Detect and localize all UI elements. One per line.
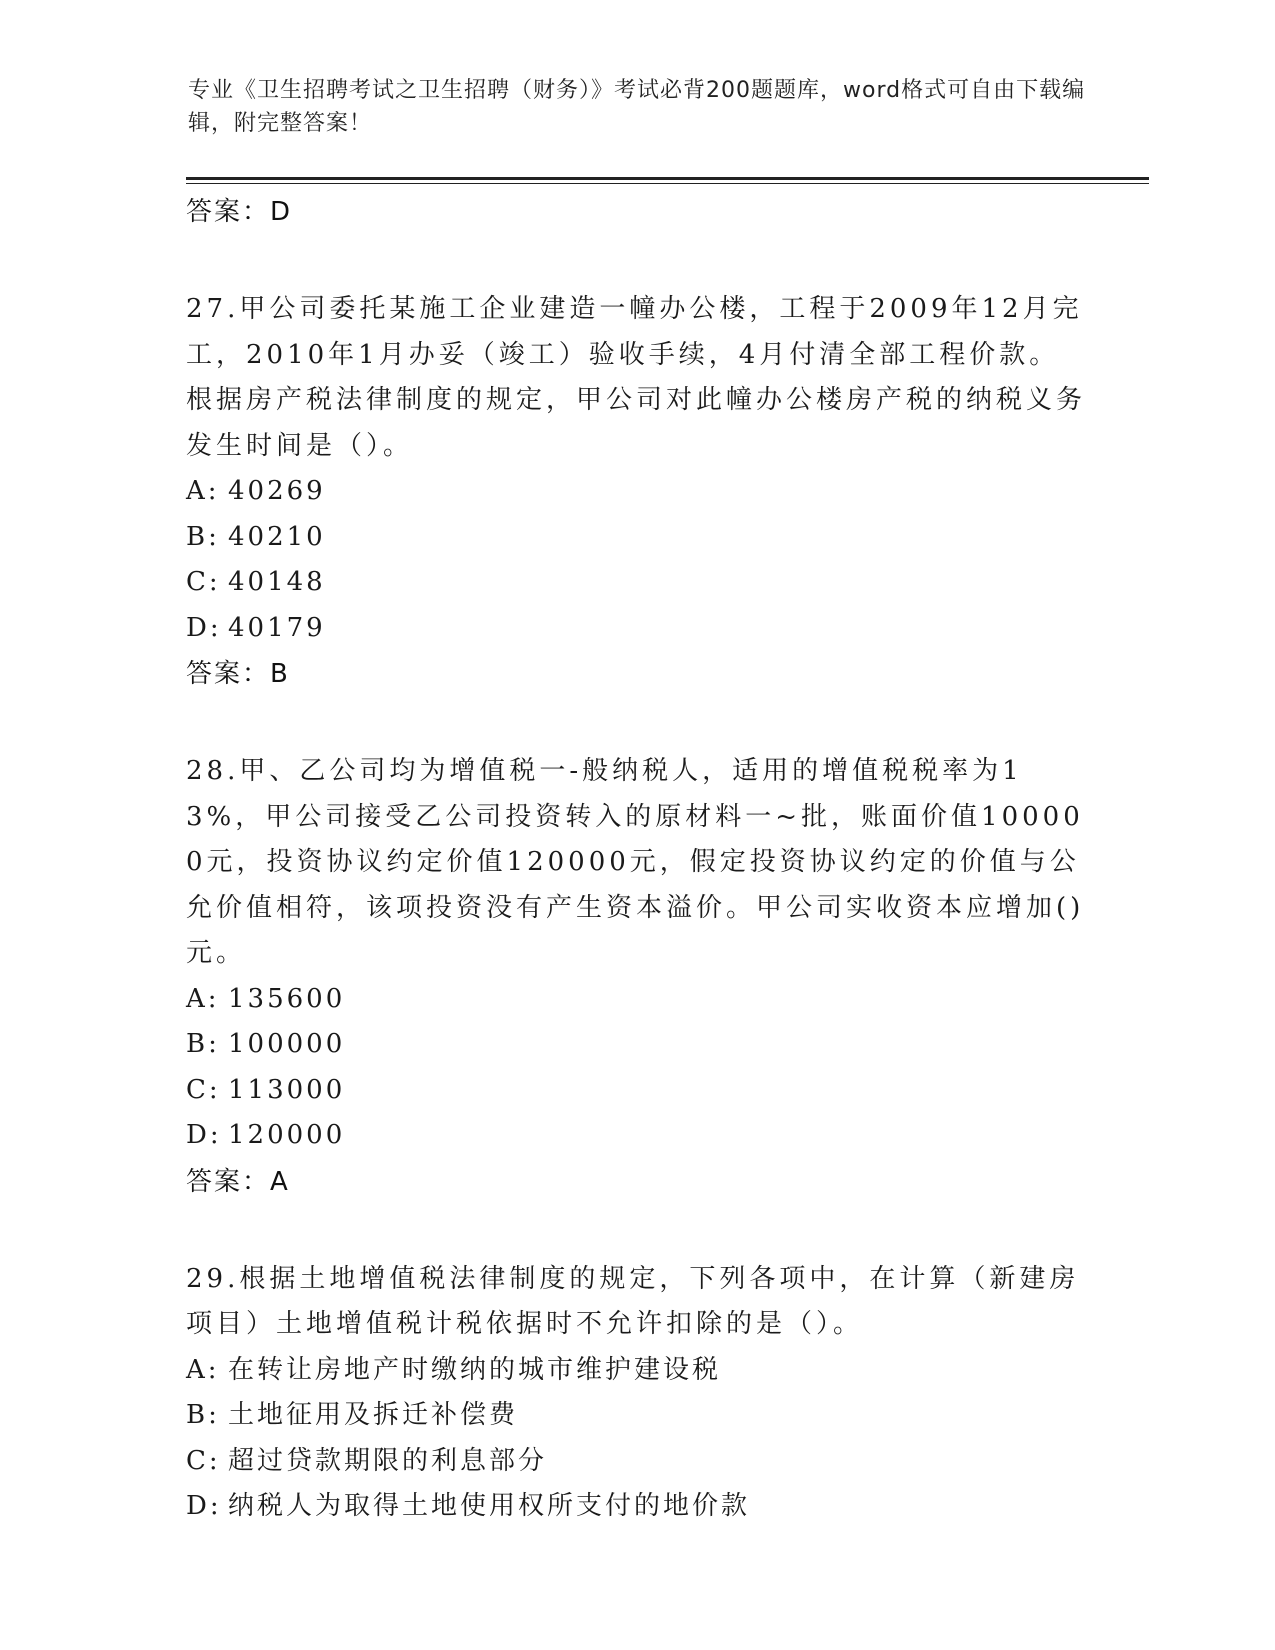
- option-c: [186, 1068, 1086, 1114]
- option-text: 纳税人为取得土地使用权所支付的地价款: [228, 1491, 751, 1521]
- option-text: 40210: [228, 521, 326, 552]
- question-text: 29.根据土地增值税法律制度的规定，下列各项中，在计算（新建房项目）土地增值税计税依据时不允许扣除的是（）。: [186, 1263, 1080, 1339]
- option-letter: D:: [186, 1491, 222, 1521]
- option-a: [186, 977, 1086, 1023]
- option-text: 120000: [228, 1120, 346, 1150]
- option-text: 40269: [228, 476, 326, 506]
- option-c: [186, 560, 1086, 606]
- option-letter: D:: [186, 612, 222, 643]
- option-letter: C:: [186, 567, 221, 597]
- header-divider-thick: [186, 177, 1149, 180]
- spacer: [186, 1205, 1086, 1257]
- spacer: [186, 697, 1086, 749]
- option-b: [186, 1393, 1086, 1439]
- option-d: [186, 1484, 1086, 1530]
- option-text: 40179: [228, 612, 326, 643]
- document-body: [186, 189, 1086, 1530]
- option-letter: A:: [186, 983, 220, 1014]
- option-letter: D:: [186, 1120, 222, 1150]
- option-text: 土地征用及拆迁补偿费: [228, 1400, 519, 1430]
- option-c: [186, 1439, 1086, 1485]
- option-d: [186, 1113, 1086, 1159]
- option-text: 在转让房地产时缴纳的城市维护建设税: [228, 1354, 722, 1385]
- option-b: [186, 1022, 1086, 1068]
- option-letter: C:: [186, 1074, 221, 1105]
- option-letter: B:: [186, 1029, 220, 1059]
- option-a: [186, 469, 1086, 515]
- option-letter: B:: [186, 521, 220, 552]
- spacer: [186, 235, 1086, 287]
- option-d: [186, 606, 1086, 652]
- option-text: 40148: [228, 567, 326, 597]
- option-text: 113000: [228, 1074, 346, 1105]
- option-letter: A:: [186, 476, 220, 506]
- answer-line: 答案：A: [186, 1166, 290, 1197]
- question-text: 28.甲、乙公司均为增值税一-般纳税人，适用的增值税税率为13%，甲公司接受乙公司投资转入的原材料一~批，账面价值100000元，投资协议约定价值120000元，假定投资协议约定的价值与公允价值相符，该项投资没有产生资本溢价。甲公司实收资本应增加()元。: [186, 756, 1085, 968]
- option-text: 超过贷款期限的利息部分: [228, 1445, 548, 1476]
- option-a: [186, 1348, 1086, 1394]
- option-text: 135600: [228, 983, 346, 1014]
- option-b: [186, 515, 1086, 561]
- header-divider-thin: [186, 183, 1149, 184]
- option-letter: C:: [186, 1445, 221, 1476]
- header-text: 专业《卫生招聘考试之卫生招聘（财务）》考试必背200题题库，word格式可自由下载编辑，附完整答案！: [188, 78, 1086, 136]
- option-letter: B:: [186, 1400, 220, 1430]
- question-text: 27.甲公司委托某施工企业建造一幢办公楼，工程于2009年12月完工，2010年1月办妥（竣工）验收手续，4月付清全部工程价款。根据房产税法律制度的规定，甲公司对此幢办公楼房产税的纳税义务发生时间是（）。: [186, 294, 1087, 461]
- option-text: 100000: [228, 1029, 346, 1059]
- page-header: [188, 74, 1088, 140]
- answer-line: 答案：B: [186, 659, 290, 689]
- option-letter: A:: [186, 1354, 220, 1385]
- answer-line: 答案：D: [186, 197, 293, 227]
